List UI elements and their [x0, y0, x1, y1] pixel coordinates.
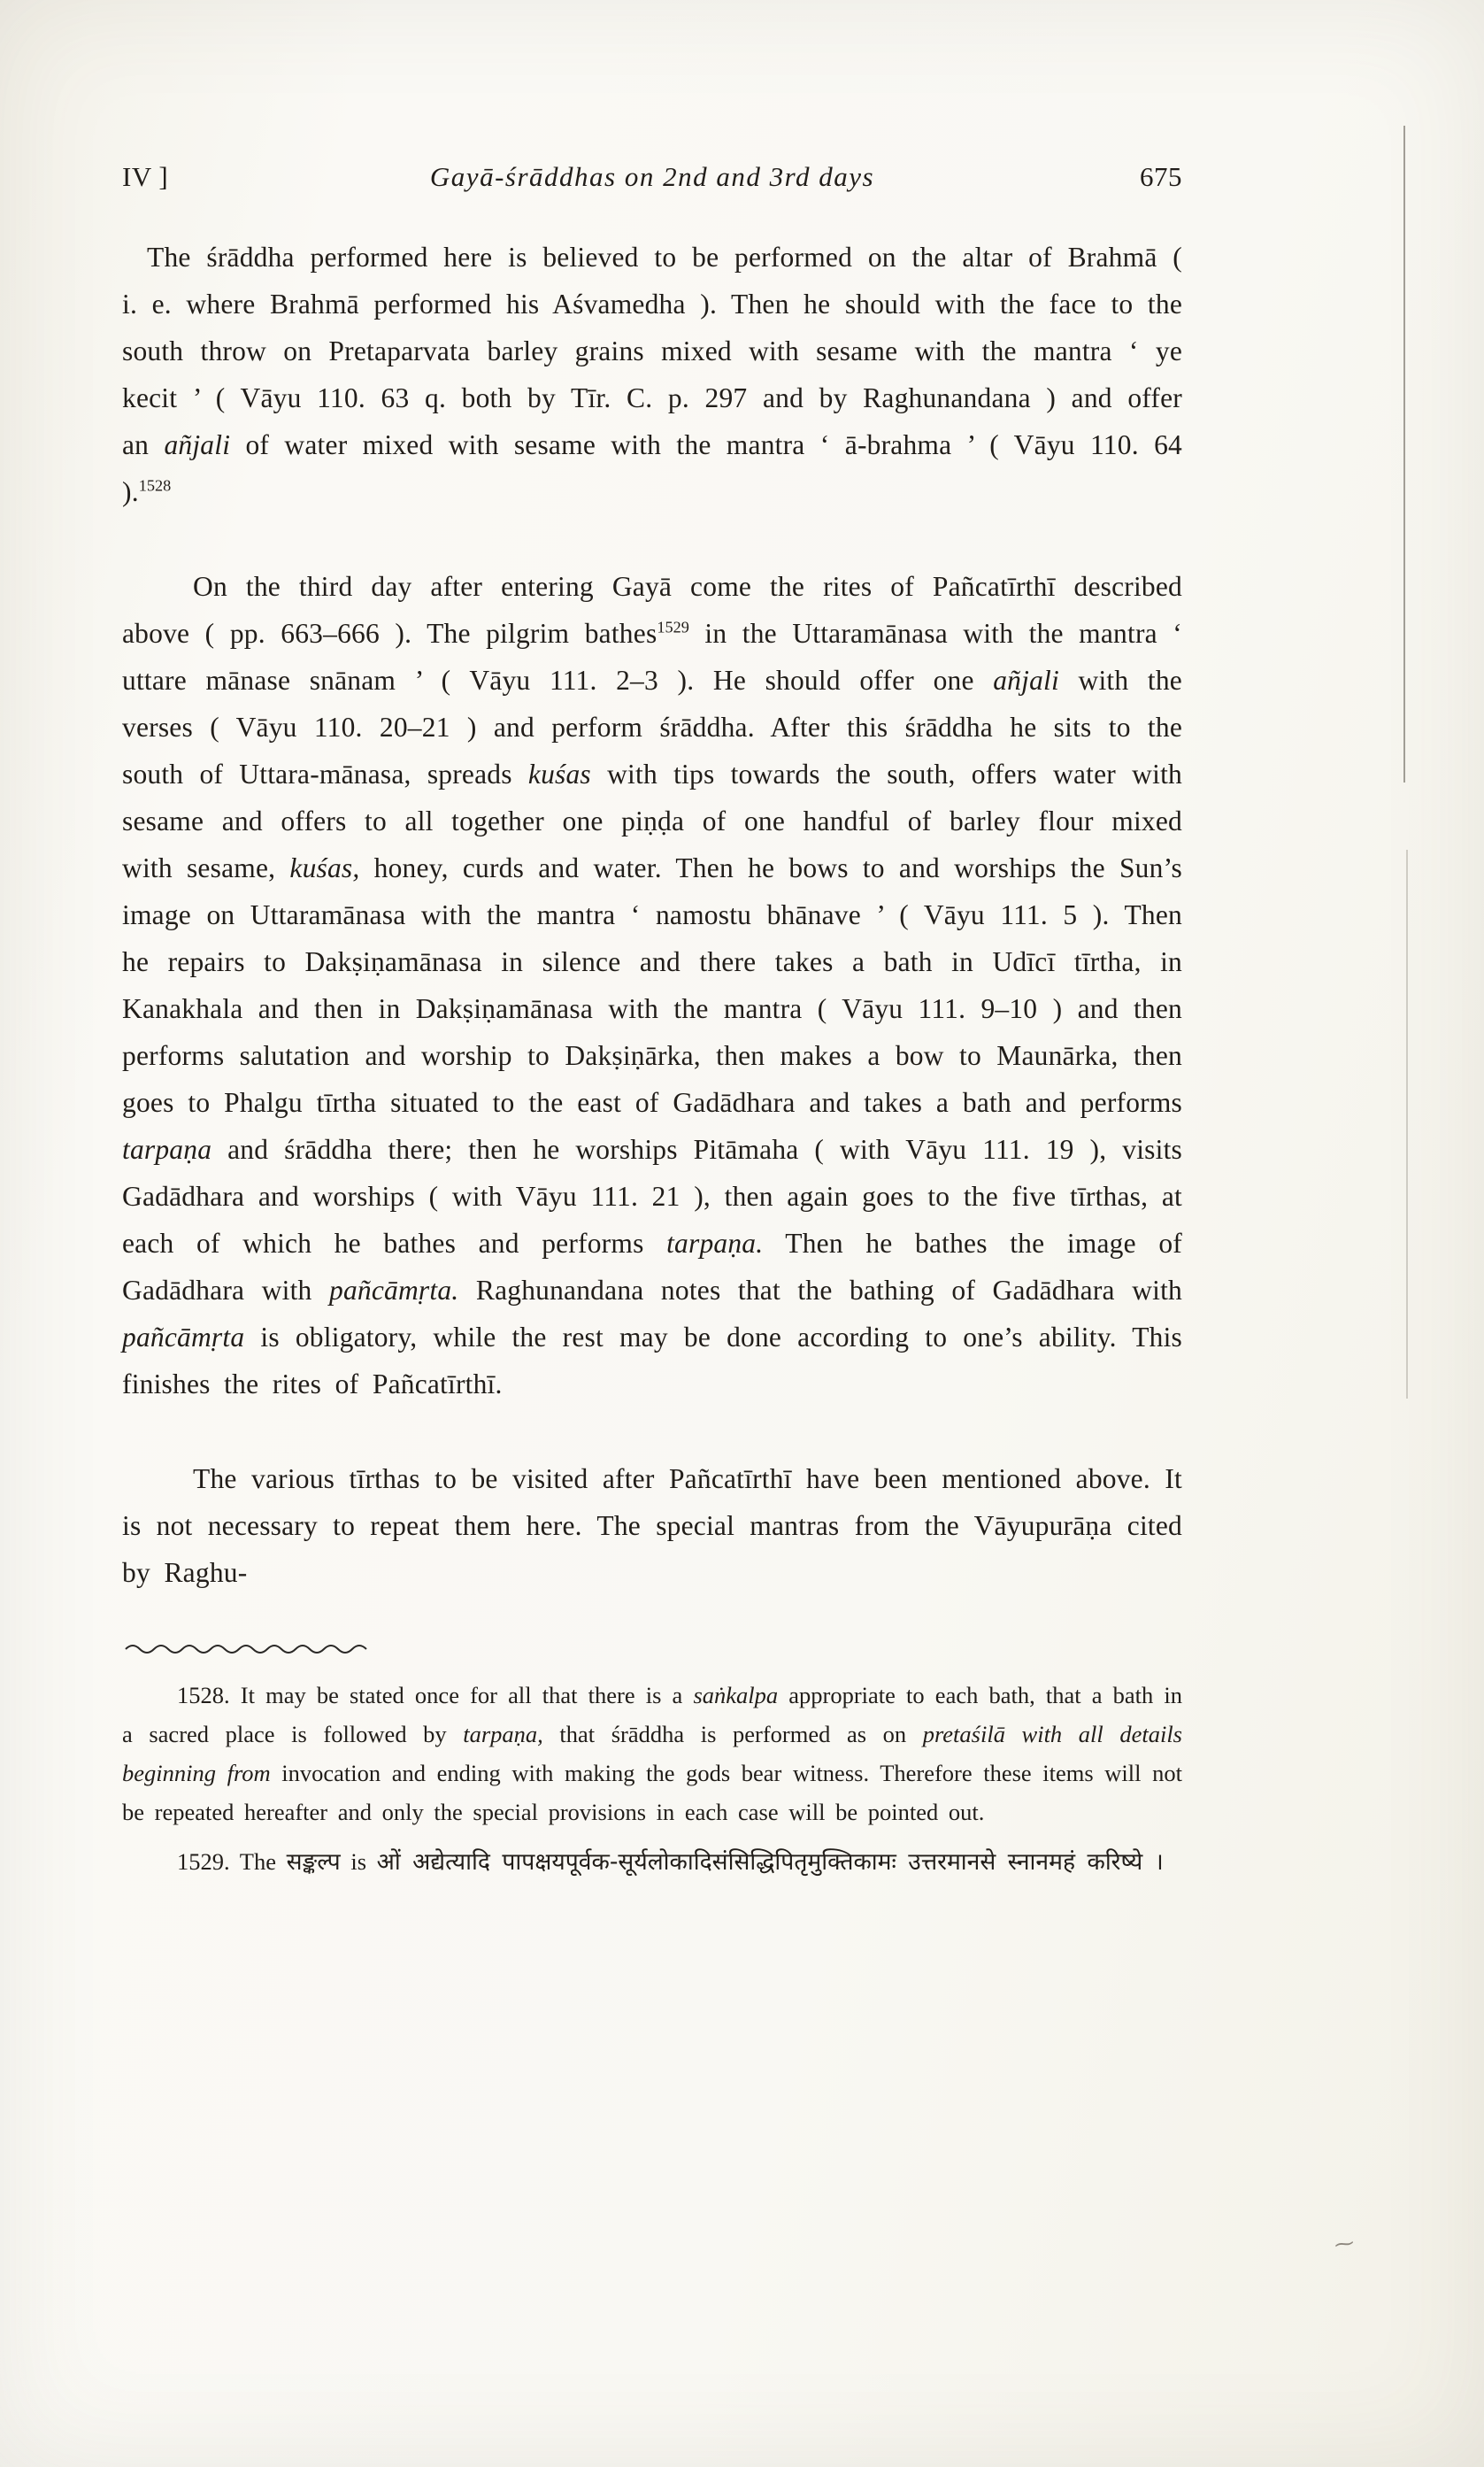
body-paragraph-2: On the third day after entering Gayā come the rites of Pañcatīrthī described above ( pp. 663–666 ). The pilgrim bathes$^{1529}$ in the Uttaramānasa with the mantra ‘ uttare mānase snānam ’ ( Vāyu 111. 2–3 ). He should offer one añjali with the verses ( Vāyu 110. 20–21 ) and perform śrāddha. After this śrāddha he sits to the south of Uttara-mānasa, spreads kuśas with tips towards the south, offers water with sesame and offers to all together one piṇḍa of one handful of barley flour mixed with sesame, kuśas, honey, curds and water. Then he bows to and worships the Sun’s image on Uttaramānasa with the mantra ‘ namostu bhānave ’ ( Vāyu 111. 5 ). Then he repairs to Dakṣiṇamānasa in silence and there takes a bath in Udīcī tīrtha, in Kanakhala and then in Dakṣiṇamānasa with the mantra ( Vāyu 111. 9–10 ) and then performs salutation and worship to Dakṣiṇārka, then makes a bow to Maunārka, then goes to Phalgu tīrtha situated to the east of Gadādhara and takes a bath and performs tarpaṇa and śrāddha there; then he worships Pitāmaha ( with Vāyu 111. 19 ), visits Gadādhara and worships ( with Vāyu 111. 21 ), then again goes to the five tīrthas, at each of which he bathes and performs tarpaṇa. Then he bathes the image of Gadādhara with pañcāmṛta. Raghunandana notes that the bathing of Gadādhara with pañcāmṛta is obligatory, while the rest may be done according to one’s ability. This finishes the rites of Pañcatīrthī. [122, 571, 1182, 1399]
body-paragraph-3: The various tīrthas to be visited after Pañcatīrthī have been mentioned above. It is not necessary to repeat them here. The special mantras from the Vāyupurāṇa cited by Raghu- [122, 1463, 1182, 1588]
page-number: 675 [1140, 161, 1182, 192]
scan-artifact-line [1403, 126, 1405, 783]
footnote-1528: 1528. It may be stated once for all that there is a saṅkalpa appropriate to each bath, that a bath in a sacred place is followed by tarpaṇa, that śrāddha is performed as on pretaśilā with all details beginning from invocation and ending with making the gods bear witness. Therefore these items will not be repeated hereafter and only the special provisions in each case will be pointed out. [122, 1682, 1183, 1825]
footnotes [122, 1676, 1182, 1882]
running-title: Gayā-śrāddhas on 2nd and 3rd days [429, 161, 875, 192]
body-text [122, 234, 1182, 1596]
chapter-ref: IV ] [122, 161, 169, 192]
body-paragraph-1: The śrāddha performed here is believed to be performed on the altar of Brahmā ( i. e. where Brahmā performed his Aśvamedha ). Then he should with the face to the south throw on Pretaparvata barley grains mixed with sesame with the mantra ‘ ye kecit ’ ( Vāyu 110. 63 q. both by Tīr. C. p. 297 and by Raghunandana ) and offer an añjali of water mixed with sesame with the mantra ‘ ā-brahma ’ ( Vāyu 110. 64 ).$^{1528}$ [122, 242, 1182, 507]
footnote-separator [124, 1642, 372, 1654]
scan-smudge: ⁓ [1333, 2231, 1356, 2256]
scan-artifact-line-faint [1406, 850, 1408, 1399]
footnote-1529: 1529. The सङ्कल्प is ओं अद्येत्यादि पापक्षयपूर्वक-सूर्यलोकादिसंसिद्धिपितृमुक्तिकामः उत्तरमानसे स्नानमहं करिष्ये । [177, 1848, 1164, 1876]
page-header [122, 161, 1182, 193]
page-content [122, 161, 1182, 1882]
